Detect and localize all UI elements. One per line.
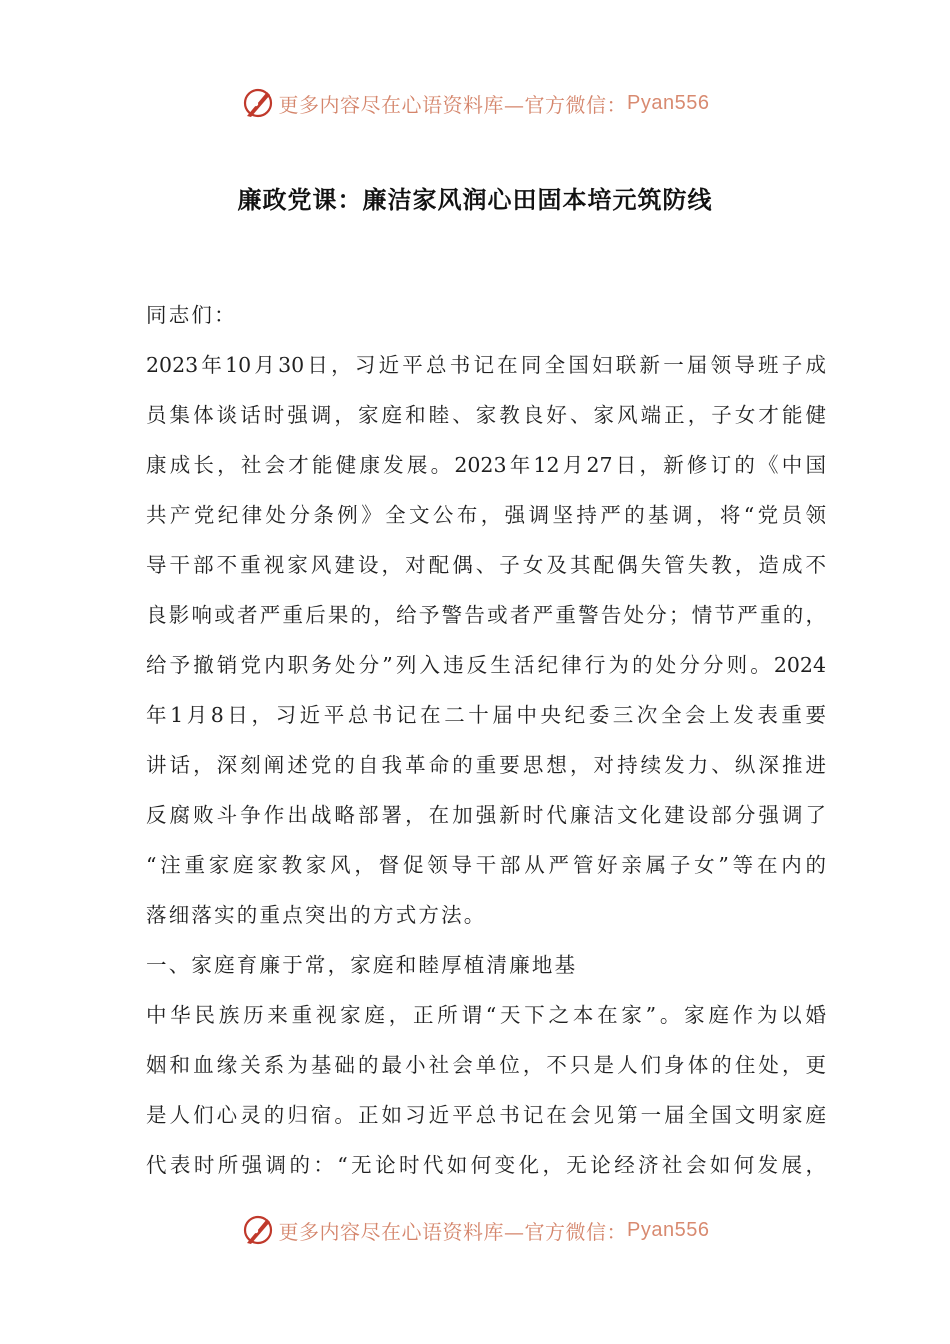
- footer-watermark: [0, 1210, 950, 1250]
- body-line: 导干部不重视家风建设，对配偶、子女及其配偶失管失教，造成不: [146, 553, 826, 577]
- body-line: 反腐败斗争作出战略部署，在加强新时代廉洁文化建设部分强调了: [146, 803, 826, 827]
- body-line: “注重家庭家教家风，督促领导干部从严管好亲属子女”等在内的: [146, 853, 826, 877]
- body-line: 康成长，社会才能健康发展。2023年12月27日，新修订的《中国: [146, 453, 826, 477]
- watermark-wechat-id: Pyan556: [627, 1218, 710, 1241]
- watermark-wechat-id: Pyan556: [627, 91, 710, 114]
- document-title: 廉政党课：廉洁家风润心田固本培元筑防线: [237, 186, 713, 214]
- document-body: [146, 290, 826, 1190]
- body-line: 良影响或者严重后果的，给予警告或者严重警告处分；情节严重的，: [146, 603, 826, 627]
- body-line: 2023年10月30日，习近平总书记在同全国妇联新一届领导班子成: [146, 353, 826, 377]
- body-line: 是人们心灵的归宿。正如习近平总书记在会见第一届全国文明家庭: [146, 1103, 826, 1127]
- body-line: 给予撤销党内职务处分”列入违反生活纪律行为的处分分则。2024: [146, 653, 826, 677]
- section-heading: 一、家庭育廉于常，家庭和睦厚植清廉地基: [146, 953, 578, 977]
- watermark-text: 更多内容尽在心语资料库—官方微信：: [278, 92, 628, 117]
- salutation: 同志们：: [146, 303, 237, 327]
- body-line: 共产党纪律处分条例》全文公布，强调坚持严的基调，将“党员领: [146, 503, 826, 527]
- pen-circle-logo-icon: [241, 1213, 275, 1247]
- body-line: 员集体谈话时强调，家庭和睦、家教良好、家风端正，子女才能健: [146, 403, 826, 427]
- body-line: 年1月8日，习近平总书记在二十届中央纪委三次全会上发表重要: [146, 703, 826, 727]
- watermark-text: 更多内容尽在心语资料库—官方微信：: [278, 1219, 628, 1244]
- body-line: 讲话，深刻阐述党的自我革命的重要思想，对持续发力、纵深推进: [146, 753, 826, 777]
- body-line: 代表时所强调的：“无论时代如何变化，无论经济社会如何发展，: [146, 1153, 826, 1177]
- header-watermark: [0, 83, 950, 123]
- body-line: 落细落实的重点突出的方式方法。: [146, 903, 487, 927]
- body-line: 姻和血缘关系为基础的最小社会单位，不只是人们身体的住处，更: [146, 1053, 826, 1077]
- body-line: 中华民族历来重视家庭，正所谓“天下之本在家”。家庭作为以婚: [146, 1003, 826, 1027]
- pen-circle-logo-icon: [241, 86, 275, 120]
